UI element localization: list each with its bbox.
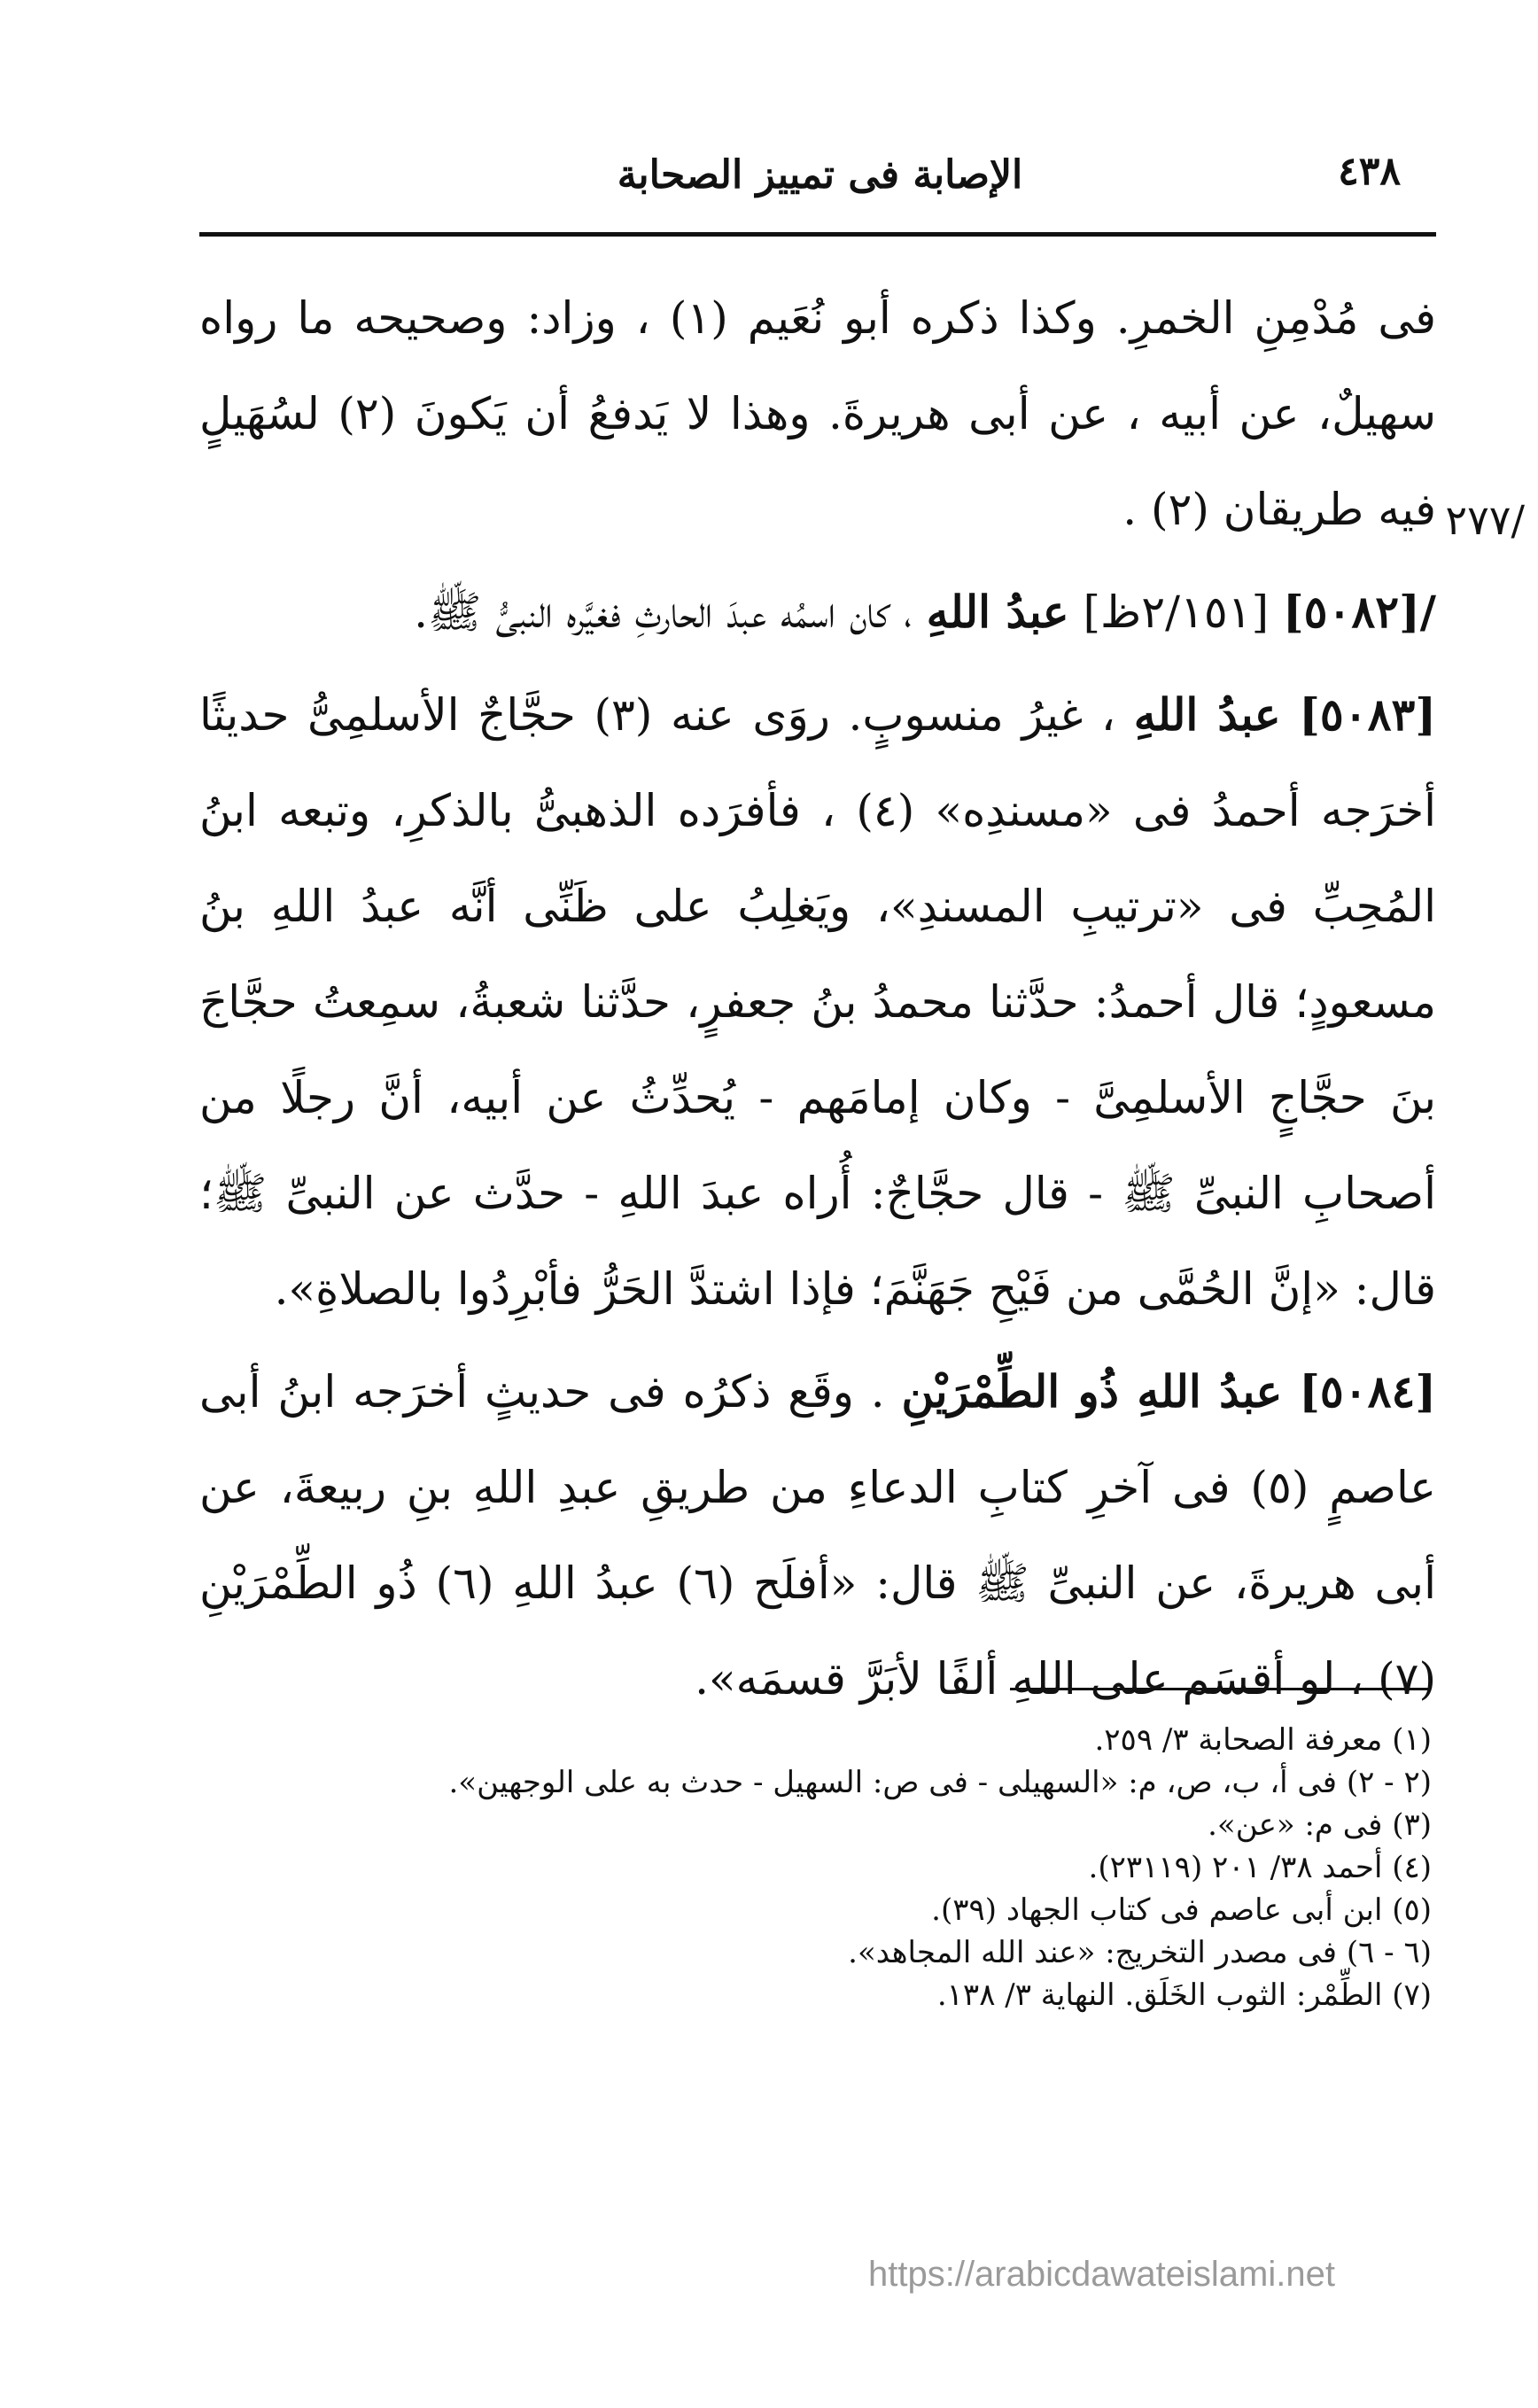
footnote: (٥) ابن أبى عاصم فى كتاب الجهاد (٣٩).	[931, 1892, 1432, 1928]
footnote: (٢ - ٢) فى أ، ب، ص، م: «السهيلى - فى ص: السهيل - حدث به على الوجهين».	[448, 1765, 1432, 1800]
footnote: (٤) أحمد ٣٨/ ٢٠١ (٢٣١١٩).	[1088, 1850, 1432, 1885]
entry-5083	[199, 667, 1436, 1337]
paragraph-continuation: فى مُدْمِنِ الخمرِ. وكذا ذكره أبو نُعَيم (١) ، وزاد: وصحيحه ما رواه سهيلٌ، عن أبيه ، عن أبى هريرةَ. وهذا لا يَدفعُ أن يَكونَ (٢) لسُهَيلٍ فيه طريقان (٢) .	[199, 292, 1436, 535]
main-text	[199, 270, 1436, 1727]
entry-number: [٥٠٨٣]	[1299, 688, 1436, 741]
page-number: ٤٣٨	[1338, 149, 1401, 194]
running-title: الإصابة فى تمييز الصحابة	[617, 152, 1023, 198]
entry-text: . وقَع ذكرُه فى حديثٍ أخرَجه ابنُ أبى عاصمٍ (٥) فى آخرِ كتابِ الدعاءِ من طريقِ عبدِ اللهِ بنِ ربيعةَ، عن أبى هريرةَ، عن النبىِّ ﷺ قال: «أفلَح (٦) عبدُ اللهِ (٦) ذُو الطِّمْرَيْنِ (٧) ، لو أقسَم على اللهِ ألفًا لأبَرَّ قسمَه».	[199, 1366, 1437, 1705]
entry-text: ، غيرُ منسوبٍ. روَى عنه (٣) حجَّاجٌ الأسلمِىُّ حديثًا أخرَجه أحمدُ فى «مسندِه» (٤) ، فأفرَده الذهبىُّ بالذكرِ، وتبعه ابنُ المُحِبِّ فى «ترتيبِ المسندِ»، ويَغلِبُ على ظَنِّى أنَّه عبدُ اللهِ بنُ مسعودٍ؛ قال أحمدُ: حدَّثنا محمدُ بنُ جعفرٍ، حدَّثنا شعبةُ، سمِعتُ حجَّاجَ بنَ حجَّاجٍ الأسلمِىَّ - وكان إمامَهم - يُحدِّثُ عن أبيه، أنَّ رجلًا من أصحابِ النبىِّ ﷺ - قال حجَّاجٌ: أُراه عبدَ اللهِ - حدَّث عن النبىِّ ﷺ؛ قال: «إنَّ الحُمَّى من فَيْحِ جَهَنَّمَ؛ فإذا اشتدَّ الحَرُّ فأبْرِدُوا بالصلاةِ».	[199, 689, 1436, 1315]
entry-name: عبدُ اللهِ ذُو الطِّمْرَيْنِ	[901, 1365, 1283, 1418]
header-rule	[199, 232, 1436, 237]
page-header	[204, 142, 1436, 230]
footnote-separator	[1010, 1688, 1431, 1690]
entry-name: عبدُ اللهِ	[926, 586, 1069, 638]
watermark-url: https://arabicdawateislami.net	[868, 2255, 1335, 2294]
entry-number: [٥٠٨٤]	[1299, 1365, 1436, 1418]
manuscript-reference: [٢/١٥١ظ]	[1083, 586, 1270, 638]
margin-reference: /٢٧٧	[1445, 496, 1525, 544]
footnote: (٣) فى م: «عن».	[1208, 1807, 1432, 1843]
entry-text: ، كان اسمُه عبدَ الحارثِ فغيَّره النبىُّ ﷺ.	[414, 586, 913, 638]
footnote: (٧) الطِّمْر: الثوب الخَلَق. النهاية ٣/ ١٣٨.	[936, 1977, 1432, 2013]
entry-number: /[٥٠٨٢]	[1282, 586, 1436, 638]
entry-5082	[199, 564, 1436, 660]
footnotes	[292, 1719, 1432, 2016]
footnote: (٦ - ٦) فى مصدر التخريج: «عند الله المجاهد».	[848, 1935, 1432, 1970]
footnote: (١) معرفة الصحابة ٣/ ٢٥٩.	[1094, 1722, 1432, 1758]
entry-5084	[199, 1344, 1436, 1727]
entry-name: عبدُ اللهِ	[1133, 688, 1281, 741]
